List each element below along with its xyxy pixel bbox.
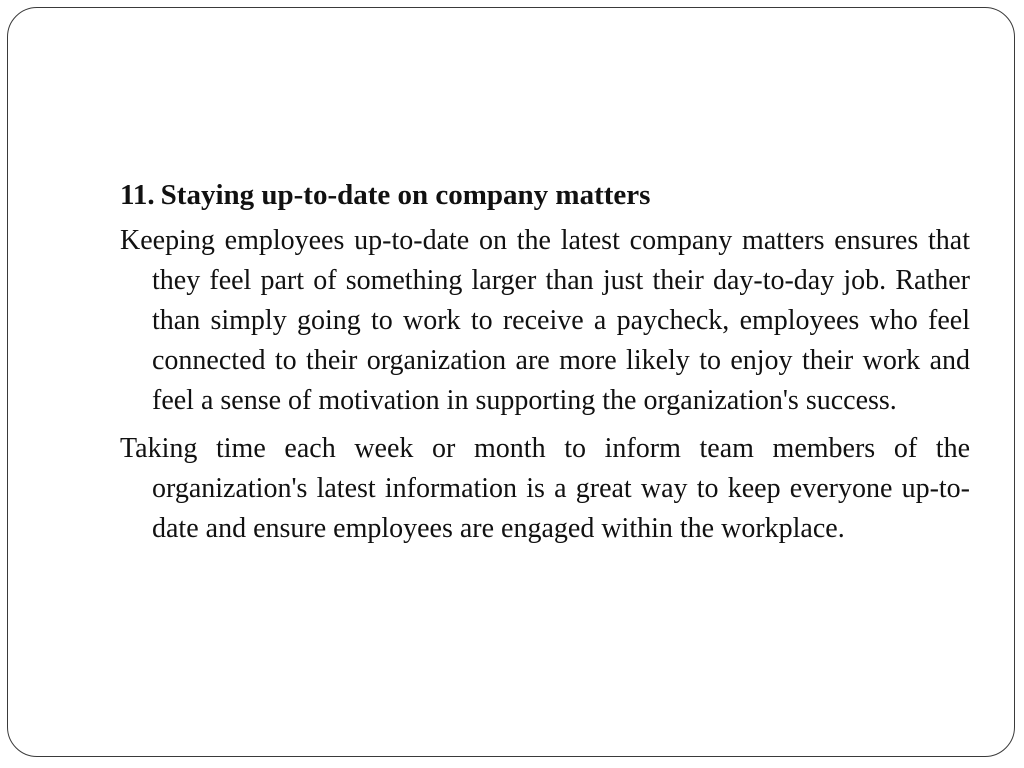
- section-heading: [120, 173, 970, 217]
- heading-number: 11.: [120, 179, 155, 211]
- slide-frame: [7, 7, 1015, 757]
- heading-text: Staying up-to-date on company matters: [160, 179, 651, 211]
- slide-content: [120, 173, 970, 557]
- body-paragraph-2: Taking time each week or month to inform team members of the organization's latest information is a great way to keep everyone up-to-date and ensure employees are engaged within the workplace.: [120, 433, 970, 544]
- body-paragraph-1: Keeping employees up-to-date on the latest company matters ensures that they feel part of something larger than just their day-to-day job. Rather than simply going to work to receive a paycheck, employees who feel connected to their organization are more likely to enjoy their work and feel a sense of motivation in supporting the organization's success.: [120, 225, 970, 416]
